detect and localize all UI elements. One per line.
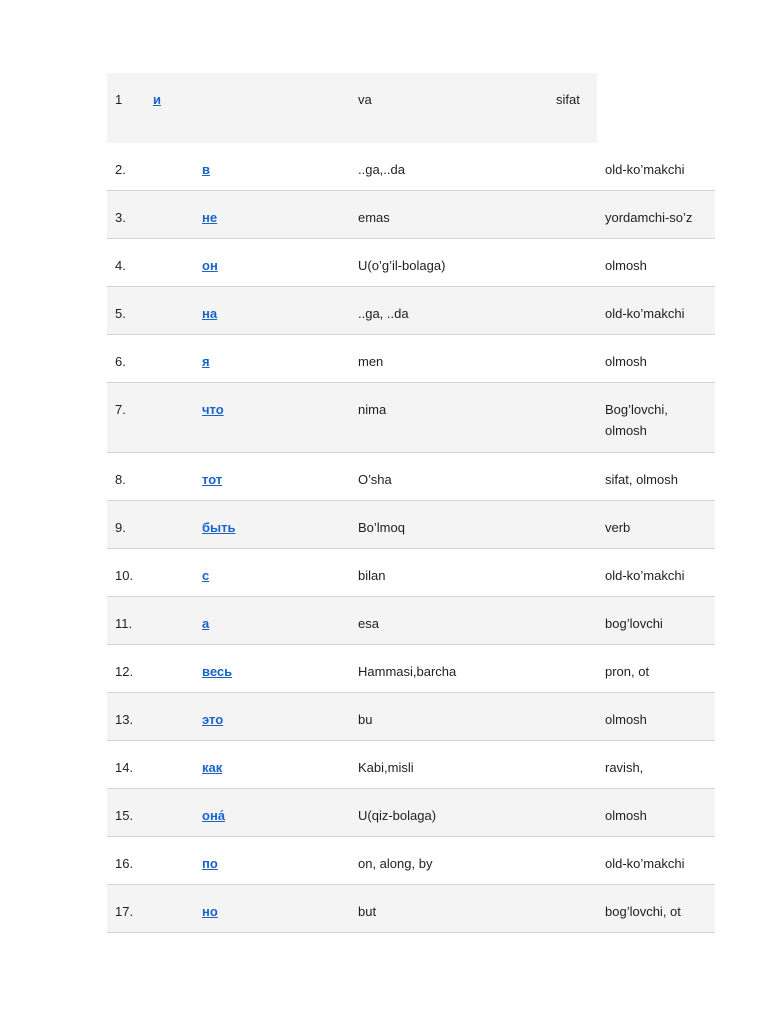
- row-number: 15.: [115, 808, 134, 823]
- part-of-speech-cell: bog’lovchi: [605, 616, 663, 631]
- part-of-speech-cell: sifat: [556, 92, 580, 107]
- table-row: [107, 143, 715, 191]
- word-link[interactable]: весь: [202, 664, 233, 679]
- row-number: 9.: [115, 520, 126, 535]
- translation-cell: nima: [358, 402, 387, 417]
- word-link[interactable]: как: [202, 760, 223, 775]
- russian-word-cell: [202, 255, 218, 276]
- table-row: [107, 239, 715, 287]
- russian-word-cell: [202, 303, 217, 324]
- russian-word-cell: [202, 207, 217, 228]
- part-of-speech-cell: olmosh: [605, 354, 647, 369]
- word-link[interactable]: а: [202, 616, 210, 631]
- row-number: 13.: [115, 712, 134, 727]
- translation-cell: Bo’lmoq: [358, 520, 405, 535]
- translation-cell: U(o’g’il-bolaga): [358, 258, 446, 273]
- row-number: 16.: [115, 856, 134, 871]
- part-of-speech-cell: bog’lovchi, ot: [605, 904, 681, 919]
- translation-cell: ..ga, ..da: [358, 306, 409, 321]
- part-of-speech-cell: old-ko’makchi: [605, 162, 685, 177]
- russian-word-cell: [153, 89, 161, 110]
- word-link[interactable]: на: [202, 306, 218, 321]
- word-link[interactable]: быть: [202, 520, 236, 535]
- part-of-speech-cell: old-ko’makchi: [605, 856, 685, 871]
- word-link[interactable]: он: [202, 258, 218, 273]
- row-number: 12.: [115, 664, 134, 679]
- word-link[interactable]: это: [202, 712, 224, 727]
- part-of-speech-cell: Bog’lovchi, olmosh: [605, 402, 668, 438]
- table-row: [107, 741, 715, 789]
- part-of-speech-cell: old-ko’makchi: [605, 568, 685, 583]
- row-number: 14.: [115, 760, 134, 775]
- translation-cell: on, along, by: [358, 856, 433, 871]
- table-row: [107, 597, 715, 645]
- russian-word-cell: [202, 901, 218, 922]
- word-link[interactable]: и: [153, 92, 161, 107]
- translation-cell: Hammasi,barcha: [358, 664, 457, 679]
- translation-cell: bilan: [358, 568, 386, 583]
- row-number: 7.: [115, 402, 126, 417]
- word-link[interactable]: не: [202, 210, 218, 225]
- table-row: [107, 549, 715, 597]
- translation-cell: va: [358, 92, 372, 107]
- russian-word-cell: [202, 517, 236, 538]
- russian-word-cell: [202, 757, 222, 778]
- russian-word-cell: [202, 853, 218, 874]
- translation-cell: O’sha: [358, 472, 392, 487]
- translation-cell: but: [358, 904, 377, 919]
- translation-cell: men: [358, 354, 384, 369]
- russian-word-cell: [202, 469, 222, 490]
- word-link[interactable]: но: [202, 904, 218, 919]
- translation-cell: emas: [358, 210, 390, 225]
- table-row: [107, 645, 715, 693]
- row-number: 11.: [115, 616, 133, 631]
- translation-cell: bu: [358, 712, 373, 727]
- word-link[interactable]: в: [202, 162, 210, 177]
- part-of-speech-cell: olmosh: [605, 808, 647, 823]
- part-of-speech-cell: sifat, olmosh: [605, 472, 678, 487]
- part-of-speech-cell: pron, ot: [605, 664, 650, 679]
- russian-word-cell: [202, 351, 210, 372]
- table-row: [107, 885, 715, 933]
- translation-cell: U(qiz-bolaga): [358, 808, 437, 823]
- row-number: 10.: [115, 568, 134, 583]
- word-link[interactable]: что: [202, 402, 224, 417]
- row-number: 3.: [115, 210, 126, 225]
- table-row: [107, 837, 715, 885]
- part-of-speech-cell: ravish,: [605, 760, 644, 775]
- table-row: [107, 789, 715, 837]
- row-number: 1: [115, 92, 123, 107]
- table-row: [107, 73, 597, 143]
- table-row: [107, 383, 715, 453]
- table-row: [107, 501, 715, 549]
- part-of-speech-cell: olmosh: [605, 258, 647, 273]
- table-row: [107, 287, 715, 335]
- table-row: [107, 335, 715, 383]
- table-row: [107, 191, 715, 239]
- russian-word-cell: [202, 613, 209, 634]
- russian-word-cell: [202, 661, 232, 682]
- russian-word-cell: [202, 805, 225, 826]
- word-link[interactable]: по: [202, 856, 218, 871]
- russian-word-cell: [202, 399, 224, 420]
- row-number: 8.: [115, 472, 126, 487]
- russian-word-cell: [202, 565, 209, 586]
- part-of-speech-cell: olmosh: [605, 712, 647, 727]
- word-link[interactable]: с: [202, 568, 210, 583]
- russian-word-cell: [202, 709, 223, 730]
- table-row: [107, 453, 715, 501]
- table-row: [107, 693, 715, 741]
- row-number: 17.: [115, 904, 134, 919]
- word-table: [107, 73, 715, 933]
- word-link[interactable]: я: [202, 354, 210, 369]
- translation-cell: ..ga,..da: [358, 162, 405, 177]
- row-number: 2.: [115, 162, 126, 177]
- part-of-speech-cell: yordamchi-so’z: [605, 210, 693, 225]
- word-link[interactable]: тот: [202, 472, 223, 487]
- russian-word-cell: [202, 159, 210, 180]
- word-link[interactable]: она́: [202, 808, 226, 823]
- part-of-speech-cell: verb: [605, 520, 631, 535]
- translation-cell: Kabi,misli: [358, 760, 414, 775]
- translation-cell: esa: [358, 616, 379, 631]
- row-number: 5.: [115, 306, 126, 321]
- part-of-speech-cell: old-ko’makchi: [605, 306, 685, 321]
- row-number: 4.: [115, 258, 126, 273]
- row-number: 6.: [115, 354, 126, 369]
